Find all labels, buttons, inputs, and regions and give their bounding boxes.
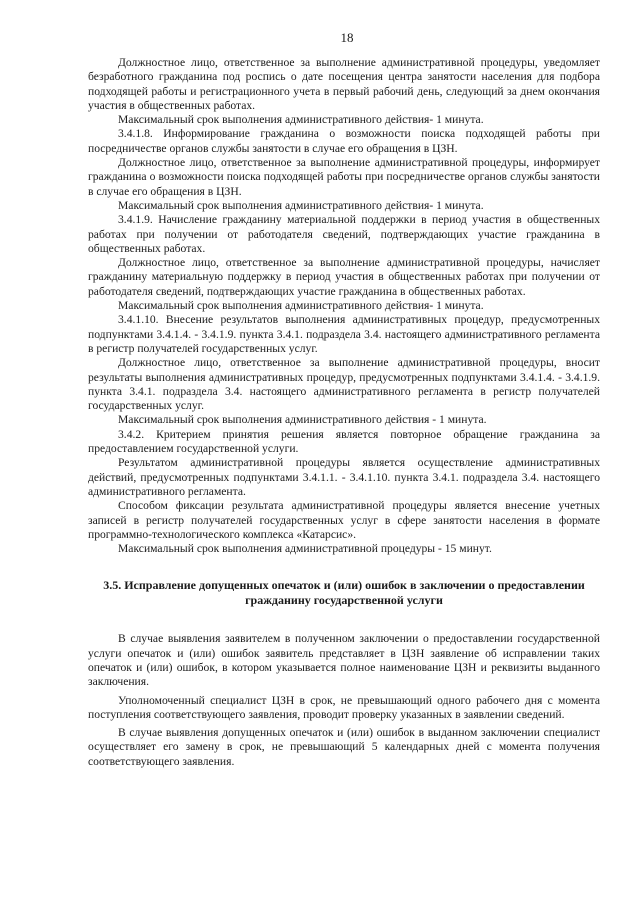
top-paragraphs xyxy=(88,56,600,556)
paragraph: Максимальный срок выполнения административного действия- 1 минута. xyxy=(118,113,484,127)
paragraph: Должностное лицо, ответственное за выполнение административной процедуры, вносит результаты выполнения административных процедур, предусмотренных подпунктами 3.4.1.4. - 3.4.1.9. пункта 3.4.1. подраздела 3.4. настоящего административного регламента в регистр получателей государственных услуг. xyxy=(88,356,600,413)
paragraph: Должностное лицо, ответственное за выполнение административной процедуры, уведомляет безработного гражданина под роспись о дате посещения центра занятости населения для подбора подходящей работы и регистрационного учета в первый рабочий день, следующий за днем окончания участия в общественных работах. xyxy=(88,56,600,112)
paragraph: Максимальный срок выполнения административного действия- 1 минута. xyxy=(118,299,484,313)
paragraph: 3.4.2. Критерием принятия решения является повторное обращение гражданина за предоставлением государственной услуги. xyxy=(88,427,600,456)
paragraph: Результатом административной процедуры является осуществление административных действий, предусмотренных подпунктами 3.4.1.1. - 3.4.1.10. пункта 3.4.1. подраздела 3.4. настоящего административного регламента. xyxy=(88,456,600,498)
paragraph: 3.4.1.10. Внесение результатов выполнения административных процедур, предусмотренных подпунктами 3.4.1.4. - 3.4.1.9. пункта 3.4.1. подраздела 3.4. настоящего административного регламента в регистр получателей государственных услуг. xyxy=(88,313,600,355)
paragraph: Уполномоченный специалист ЦЗН в срок, не превышающий одного рабочего дня с момента поступления соответствующего заявления, проводит проверку указанных в заявлении сведений. xyxy=(88,693,600,721)
paragraph: 3.4.1.8. Информирование гражданина о возможности поиска подходящей работы при посредничестве органов службы занятости в случае его обращения в ЦЗН. xyxy=(88,127,600,155)
paragraph: Способом фиксации результата административной процедуры является внесение учетных записей в регистр получателей государственных услуг в сфере занятости населения в формате программно-технологического комплекса «Катарсис». xyxy=(88,499,600,541)
section-heading: 3.5. Исправление допущенных опечаток и (или) ошибок в заключении о предоставлении гражданину государственной услуги xyxy=(103,578,585,608)
paragraph: В случае выявления допущенных опечаток и (или) ошибок в выданном заключении специалист осуществляет его замену в срок, не превышающий 5 календарных дней с момента получения соответствующего заявления. xyxy=(88,726,600,768)
paragraph: Должностное лицо, ответственное за выполнение административной процедуры, информирует гражданина о возможности поиска подходящей работы при посредничестве органов службы занятости в случае его обращения в ЦЗН. xyxy=(88,156,600,198)
paragraph: Должностное лицо, ответственное за выполнение административной процедуры, начисляет гражданину материальную поддержку в период участия в общественных работах при получении от работодателя сведений, подтверждающих участие гражданина в общественных работах. xyxy=(88,256,600,298)
paragraph: Максимальный срок выполнения административного действия- 1 минута. xyxy=(118,198,484,212)
page-number: 18 xyxy=(340,30,354,45)
paragraph: 3.4.1.9. Начисление гражданину материальной поддержки в период участия в общественных работах при получении от работодателя сведений, подтверждающих участие гражданина в общественных работах. xyxy=(88,213,600,255)
bottom-paragraphs xyxy=(88,632,600,769)
paragraph: Максимальный срок выполнения административной процедуры - 15 минут. xyxy=(118,542,492,556)
paragraph: Максимальный срок выполнения административного действия - 1 минута. xyxy=(118,413,487,427)
paragraph: В случае выявления заявителем в полученном заключении о предоставлении государственной услуги опечаток и (или) ошибок заявитель представляет в ЦЗН заявление об исправлении таких опечаток и (или) ошибок, в котором указывается полное наименование ЦЗН и реквизиты выданного заключения. xyxy=(88,632,600,689)
